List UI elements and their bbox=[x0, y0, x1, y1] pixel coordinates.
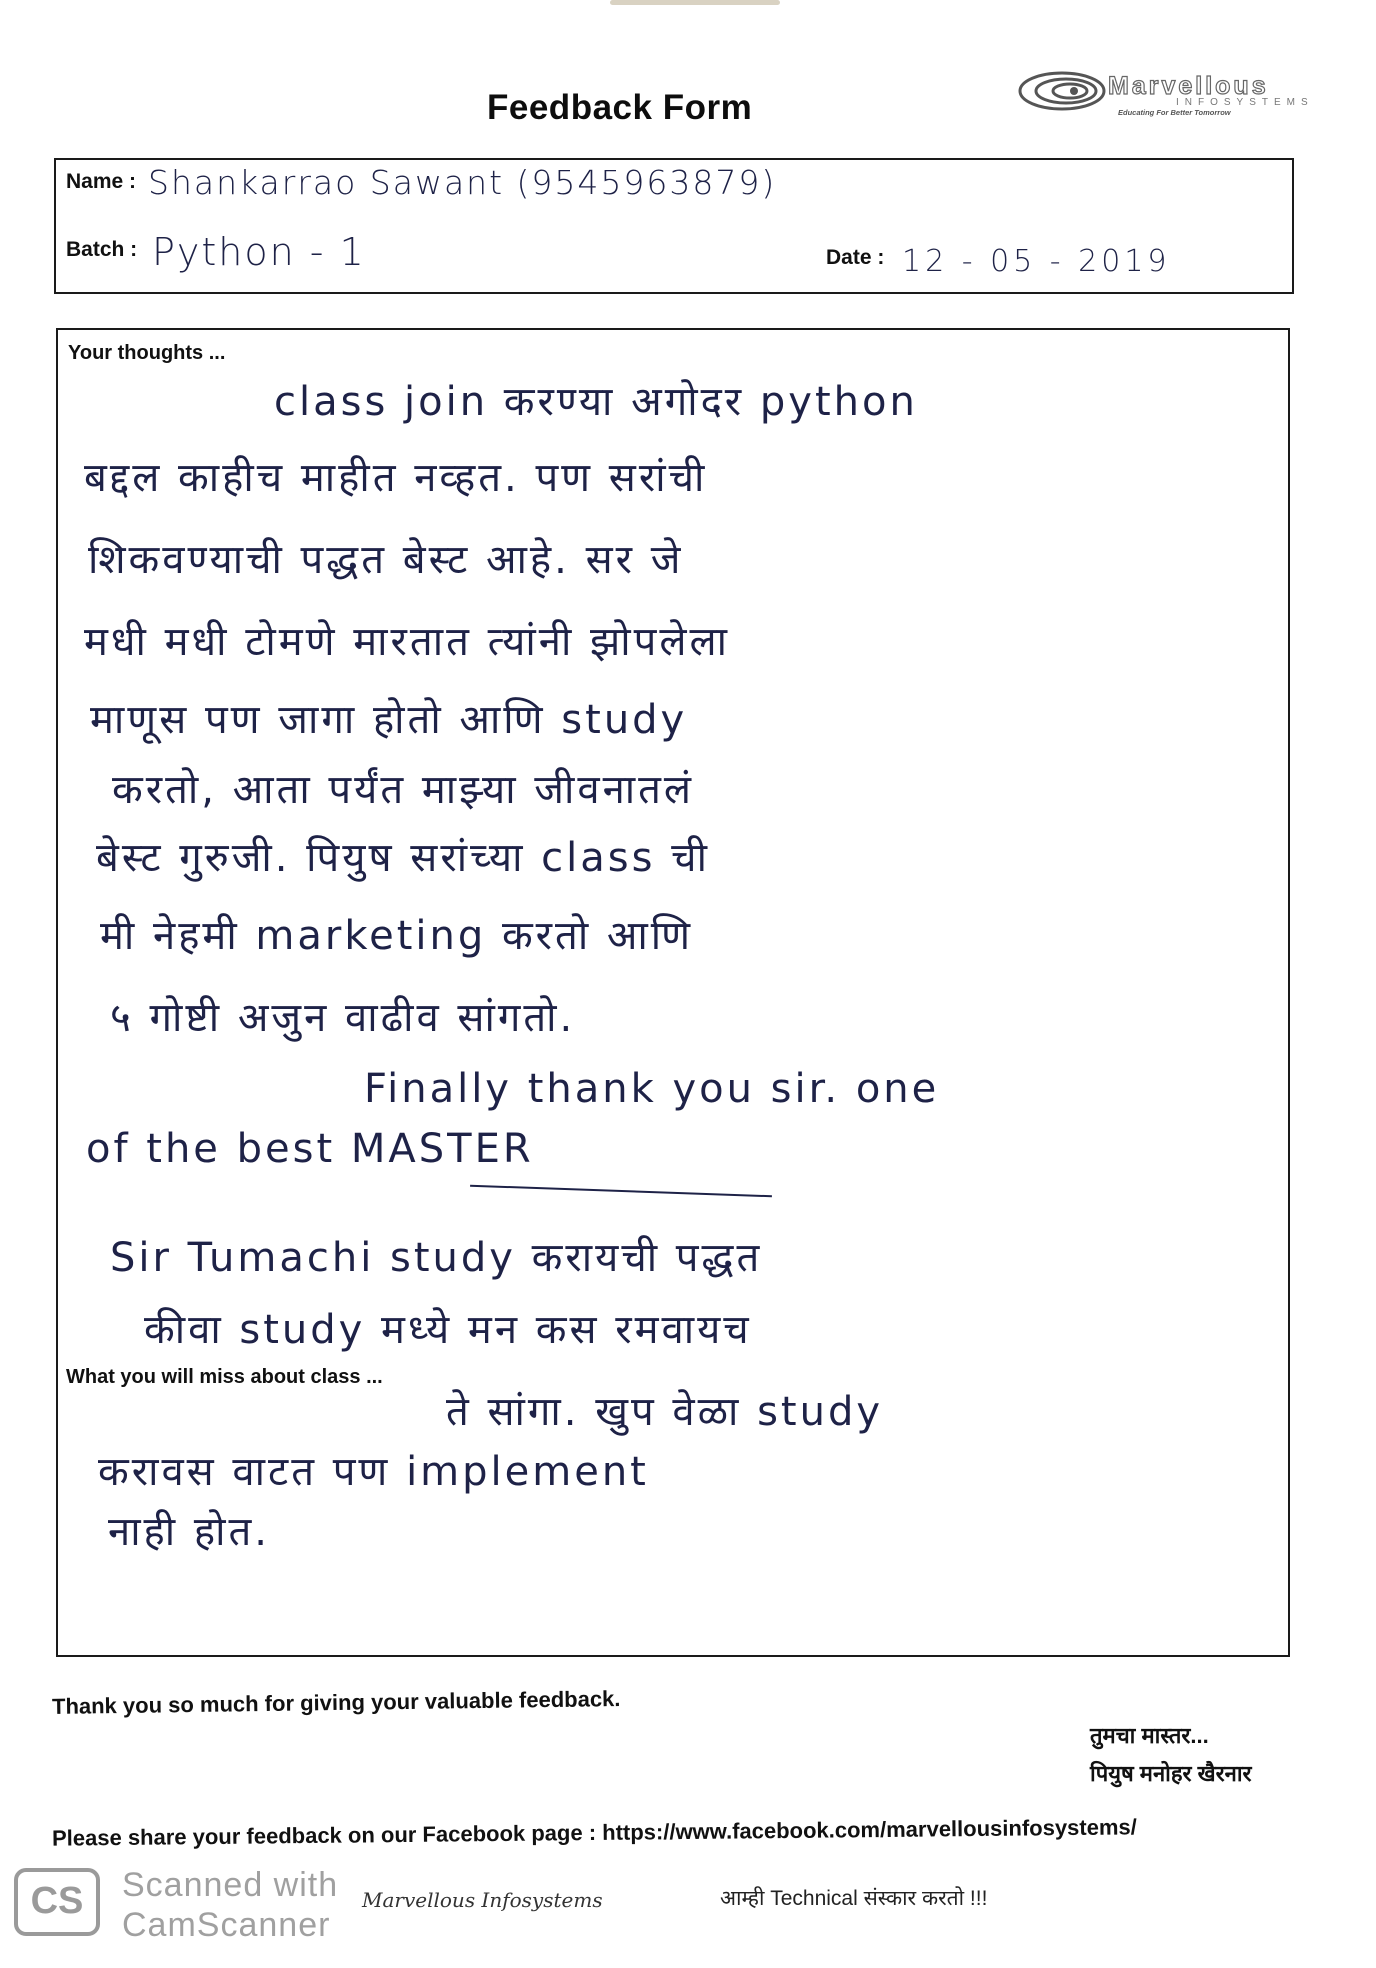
signature-line1: तुमचा मास्तर... bbox=[1090, 1723, 1209, 1748]
handwritten-line: करतो, आता पर्यंत माझ्या जीवनातलं bbox=[112, 767, 695, 813]
handwritten-line: करावस वाटत पण implement bbox=[98, 1449, 649, 1495]
footer-slogan: आम्ही Technical संस्कार करतो !!! bbox=[720, 1887, 988, 1910]
batch-label: Batch : bbox=[66, 238, 138, 261]
logo-subtitle: INFOSYSTEMS bbox=[1176, 97, 1314, 108]
date-label: Date : bbox=[826, 246, 885, 269]
name-value: Shankarrao Sawant (9545963879) bbox=[148, 163, 777, 202]
camscanner-logo-icon: CS bbox=[14, 1868, 100, 1936]
handwritten-line: मी नेहमी marketing करतो आणि bbox=[100, 913, 694, 959]
handwritten-line: of the best MASTER bbox=[86, 1126, 534, 1172]
scan-smudge bbox=[610, 0, 780, 5]
thanks-message: Thank you so much for giving your valuable feedback. bbox=[51, 1686, 621, 1719]
name-label: Name : bbox=[66, 170, 137, 193]
handwritten-line: नाही होत. bbox=[108, 1509, 270, 1555]
watermark-line2: CamScanner bbox=[122, 1906, 331, 1944]
date-value: 12 - 05 - 2019 bbox=[902, 244, 1171, 279]
handwritten-line: माणूस पण जागा होतो आणि study bbox=[90, 697, 688, 743]
handwritten-line: मधी मधी टोमणे मारतात त्यांनी झोपलेला bbox=[84, 619, 730, 665]
miss-label: What you will miss about class ... bbox=[66, 1366, 383, 1388]
handwritten-line: Sir Tumachi study करायची पद्धत bbox=[110, 1235, 763, 1281]
footer-brand: Marvellous Infosystems bbox=[362, 1888, 603, 1912]
handwritten-line: class join करण्या अगोदर python bbox=[274, 379, 918, 425]
logo-tagline: Educating For Better Tomorrow bbox=[1118, 108, 1231, 117]
facebook-note: Please share your feedback on our Facebook page : https://www.facebook.com/marvellousinfosystems/ bbox=[51, 1814, 1137, 1851]
logo-name: Marvellous bbox=[1108, 72, 1269, 100]
handwritten-line: बद्दल काहीच माहीत नव्हत. पण सरांची bbox=[84, 455, 708, 501]
form-title: Feedback Form bbox=[487, 88, 753, 127]
signature-line2: पियुष मनोहर खैरनार bbox=[1090, 1761, 1252, 1786]
company-logo bbox=[1018, 66, 1338, 122]
swirl-logo-icon bbox=[1018, 70, 1106, 112]
handwritten-line: Finally thank you sir. one bbox=[364, 1066, 940, 1112]
handwritten-line: कीवा study मध्ये मन कस रमवायच bbox=[144, 1307, 752, 1353]
handwritten-line: ५ गोष्टी अजुन वाढीव सांगतो. bbox=[110, 995, 576, 1041]
batch-value: Python - 1 bbox=[152, 230, 366, 274]
handwritten-line: शिकवण्याची पद्धत बेस्ट आहे. सर जे bbox=[88, 537, 684, 583]
thoughts-label: Your thoughts ... bbox=[68, 342, 226, 364]
handwritten-line: ते सांगा. खुप वेळा study bbox=[446, 1389, 884, 1435]
handwritten-line: बेस्ट गुरुजी. पियुष सरांच्या class ची bbox=[96, 835, 710, 881]
watermark-line1: Scanned with bbox=[122, 1866, 339, 1904]
